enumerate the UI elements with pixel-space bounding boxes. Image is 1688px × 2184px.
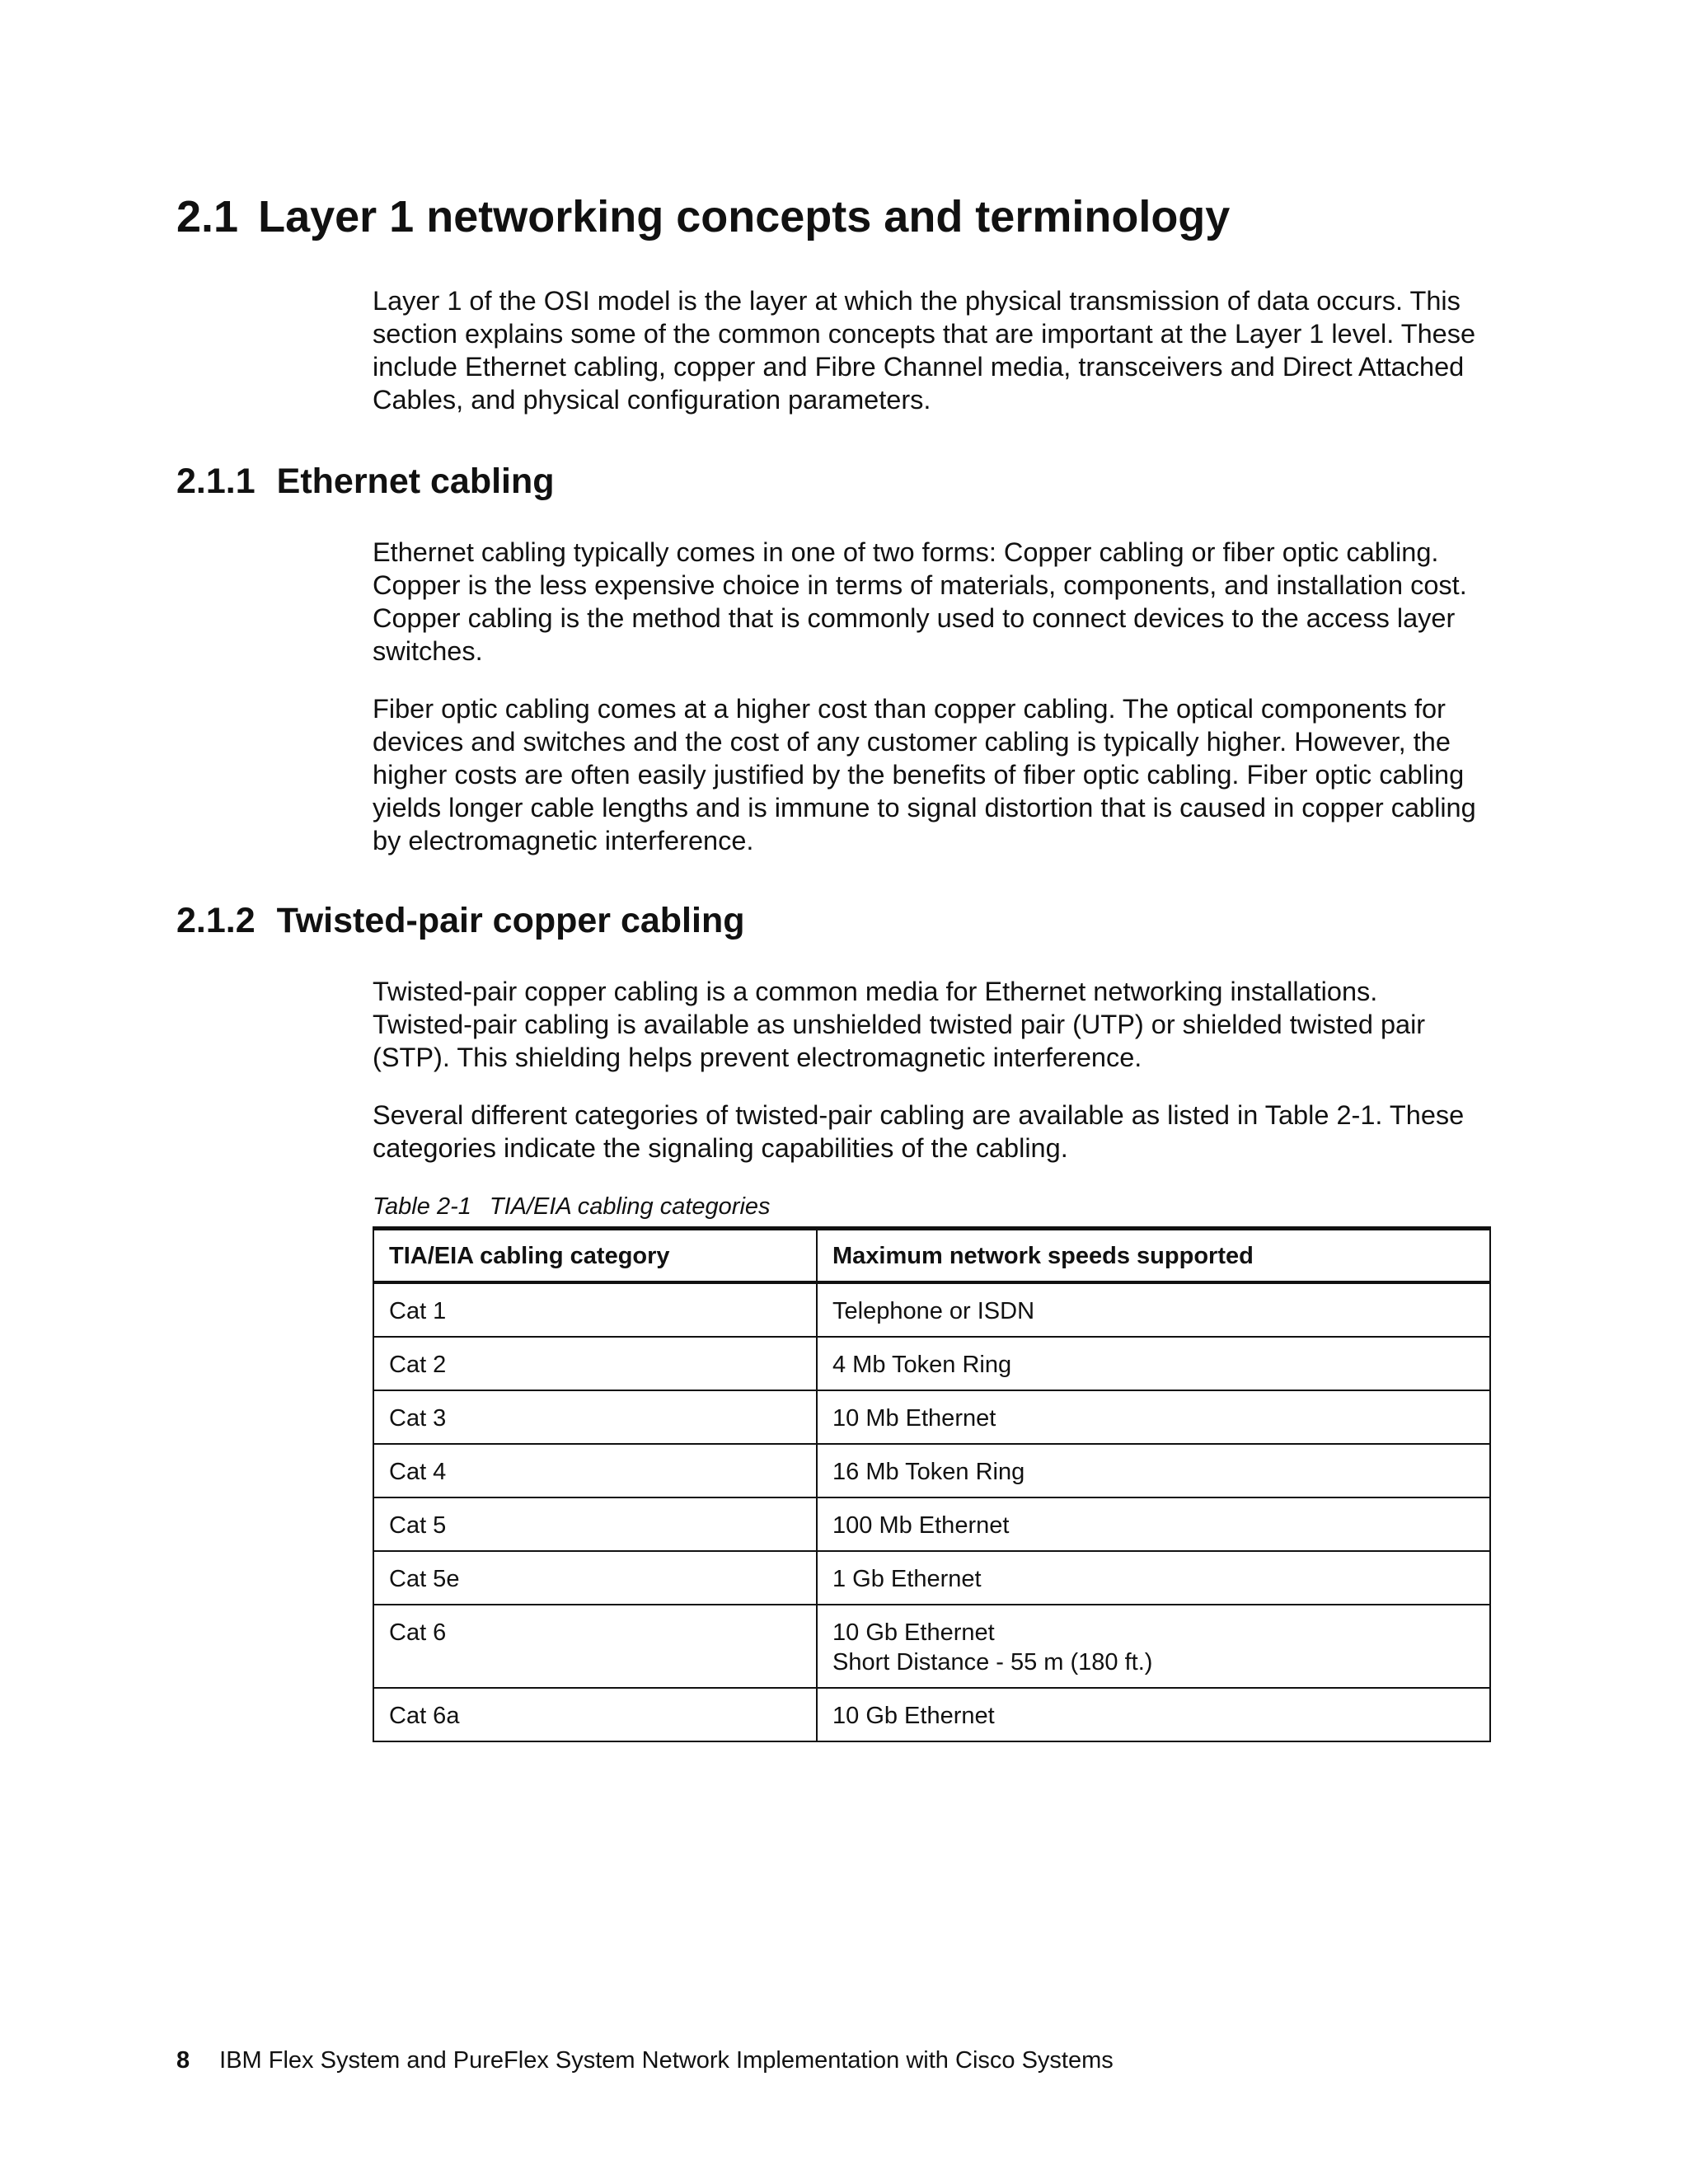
speed-value: 1 Gb Ethernet — [832, 1566, 982, 1592]
table-row — [373, 1444, 1490, 1497]
text-line: (STP). This shielding helps prevent electromagnetic interference. — [373, 1043, 1142, 1072]
text-line: Ethernet cabling typically comes in one of two forms: Copper cabling or fiber optic cabling. — [373, 537, 1439, 567]
speed-value: 10 Mb Ethernet — [832, 1405, 996, 1432]
category-cell: Cat 5e — [373, 1551, 817, 1605]
section-2-1-heading — [176, 191, 1230, 242]
speed-cell — [817, 1337, 1490, 1390]
section-title: Layer 1 networking concepts and terminology — [258, 192, 1231, 241]
speed-value: 10 Gb Ethernet — [832, 1703, 995, 1729]
text-line: Several different categories of twisted-pair cabling are available as listed in Table 2-1. These — [373, 1100, 1465, 1130]
twisted-pair-paragraph-2 — [373, 1099, 1493, 1165]
text-line: Twisted-pair cabling is available as unshielded twisted pair (UTP) or shielded twisted pair — [373, 1010, 1426, 1039]
category-cell: Cat 6 — [373, 1605, 817, 1688]
category-cell: Cat 1 — [373, 1282, 817, 1337]
table-row — [373, 1282, 1490, 1337]
speed-cell — [817, 1497, 1490, 1551]
section-2-1-intro — [373, 284, 1493, 416]
text-line: higher costs are often easily justified by the benefits of fiber optic cabling. Fiber optic cabling — [373, 760, 1465, 790]
table-row — [373, 1605, 1490, 1688]
text-line: include Ethernet cabling, copper and Fibre Channel media, transceivers and Direct Attached — [373, 352, 1465, 382]
section-title: Ethernet cabling — [276, 462, 555, 501]
table-row — [373, 1390, 1490, 1444]
section-2-1-2-heading — [176, 901, 744, 941]
table-caption — [373, 1193, 771, 1221]
text-line: Twisted-pair copper cabling is a common media for Ethernet networking installations. — [373, 977, 1378, 1006]
table-row — [373, 1497, 1490, 1551]
table-row — [373, 1551, 1490, 1605]
speed-cell — [817, 1551, 1490, 1605]
section-number: 2.1.1 — [176, 462, 256, 501]
page-number: 8 — [176, 2047, 190, 2074]
speed-value: Telephone or ISDN — [832, 1298, 1035, 1324]
category-cell: Cat 3 — [373, 1390, 817, 1444]
text-line: switches. — [373, 636, 483, 666]
twisted-pair-paragraph-1 — [373, 975, 1493, 1074]
text-line: Fiber optic cabling comes at a higher cost than copper cabling. The optical components for — [373, 694, 1446, 724]
speed-value: 4 Mb Token Ring — [832, 1352, 1012, 1378]
table-caption-title: TIA/EIA cabling categories — [489, 1193, 771, 1220]
table-row — [373, 1337, 1490, 1390]
speed-cell — [817, 1688, 1490, 1741]
cabling-categories-table — [373, 1226, 1491, 1742]
speed-cell — [817, 1605, 1490, 1688]
book-title: IBM Flex System and PureFlex System Network Implementation with Cisco Systems — [219, 2047, 1114, 2074]
table-header-row — [373, 1229, 1490, 1283]
speed-value: 10 Gb Ethernet — [832, 1619, 995, 1646]
header-speed: Maximum network speeds supported — [817, 1229, 1490, 1283]
speed-cell — [817, 1390, 1490, 1444]
ethernet-cabling-paragraph-2 — [373, 692, 1493, 857]
page-footer — [176, 2047, 1114, 2074]
speed-cell — [817, 1282, 1490, 1337]
ethernet-cabling-paragraph-1 — [373, 536, 1493, 668]
section-number: 2.1.2 — [176, 901, 256, 940]
header-category: TIA/EIA cabling category — [373, 1229, 817, 1283]
speed-value: 16 Mb Token Ring — [832, 1459, 1025, 1485]
table-caption-label: Table 2-1 — [373, 1193, 471, 1220]
category-cell: Cat 6a — [373, 1688, 817, 1741]
table-row — [373, 1688, 1490, 1741]
category-cell: Cat 5 — [373, 1497, 817, 1551]
text-line: section explains some of the common concepts that are important at the Layer 1 level. These — [373, 319, 1476, 349]
section-2-1-1-heading — [176, 462, 555, 502]
text-line: by electromagnetic interference. — [373, 826, 754, 855]
section-title: Twisted-pair copper cabling — [276, 901, 745, 940]
text-line: Copper is the less expensive choice in terms of materials, components, and installation cost. — [373, 570, 1467, 600]
text-line: yields longer cable lengths and is immune to signal distortion that is caused in copper cabling — [373, 793, 1476, 823]
speed-cell — [817, 1444, 1490, 1497]
text-line: devices and switches and the cost of any customer cabling is typically higher. However, the — [373, 727, 1451, 757]
text-line: categories indicate the signaling capabilities of the cabling. — [373, 1133, 1068, 1163]
speed-value: 100 Mb Ethernet — [832, 1512, 1010, 1539]
text-line: Cables, and physical configuration parameters. — [373, 385, 931, 415]
category-cell: Cat 2 — [373, 1337, 817, 1390]
text-line: Layer 1 of the OSI model is the layer at which the physical transmission of data occurs. This — [373, 286, 1461, 316]
speed-note: Short Distance - 55 m (180 ft.) — [832, 1649, 1153, 1675]
text-line: Copper cabling is the method that is commonly used to connect devices to the access layer — [373, 603, 1456, 633]
category-cell: Cat 4 — [373, 1444, 817, 1497]
section-number: 2.1 — [176, 192, 239, 241]
